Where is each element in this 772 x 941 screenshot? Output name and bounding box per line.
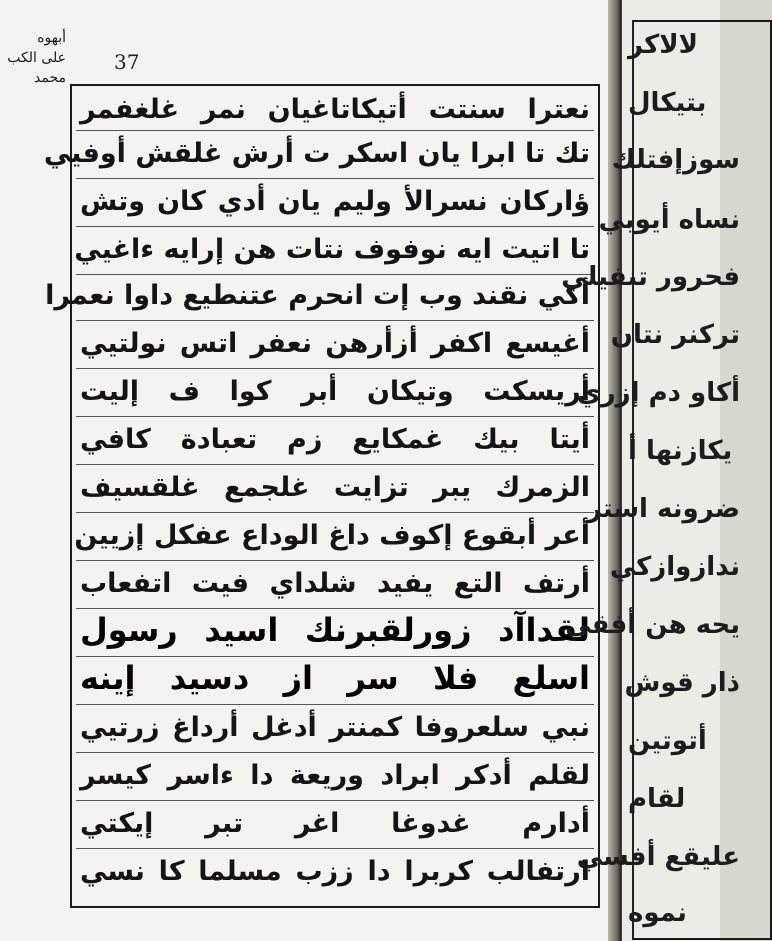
ruled-line: [76, 656, 594, 657]
facing-page-line: عليقع أفسي: [576, 842, 740, 872]
text-line: نعترا سنتت أتيكاتاغيان نمر غلغفمر: [80, 94, 590, 125]
text-line: أرتف التع يفيد شلداي فيت اتفعاب: [80, 568, 590, 599]
text-line: ارتفالب كربرا دا ززب مسلما كا نسي: [80, 856, 590, 887]
ruled-line: [76, 178, 594, 179]
facing-page: [561, 0, 740, 941]
text-line: الزمرك يبر تزايت غلجمع غلقسيف: [80, 472, 590, 503]
facing-page-line: نساه أيوبي: [598, 205, 740, 235]
text-line-emphasized: لقداآد زورلقبرنك اسيد رسول: [80, 611, 590, 649]
ruled-line: [76, 226, 594, 227]
facing-page-line: تركنر نتان: [610, 320, 740, 350]
ruled-line: [76, 274, 594, 275]
facing-page-line: ضرونه استر: [586, 494, 740, 524]
ruled-line: [76, 416, 594, 417]
facing-page-line: ندازوازكي: [609, 552, 740, 582]
facing-page-line: ذار قوش: [624, 668, 740, 698]
facing-page-line: سوزإفتلك: [611, 145, 740, 175]
facing-page-line: فحرور تنفيلي: [561, 262, 740, 292]
ruled-line: [76, 368, 594, 369]
facing-page-line: لالاكر: [628, 30, 699, 60]
margin-note-line: محمد: [34, 70, 66, 86]
margin-note-line: أبهوه: [37, 30, 66, 46]
facing-page-line: نموه: [628, 898, 687, 928]
facing-page-line: لقام: [628, 784, 686, 814]
margin-note-line: على الكب: [7, 50, 66, 66]
text-frame: [43, 84, 600, 908]
text-line: أكي نقند وب إت انحرم عتنطيع داوا نعمرا: [45, 280, 590, 311]
text-line: أغيسع اكفر أزأرهن نعفر اتس نولتيي: [80, 328, 590, 359]
text-line: لقلم أدكر ابراد وريعة دا ءاسر كيسر: [80, 760, 590, 791]
ruled-line: [76, 800, 594, 801]
ruled-line: [76, 130, 594, 131]
text-line: أعر أبقوع إكوف داغ الوداع عفكل إزيين: [74, 520, 590, 551]
ruled-line: [76, 704, 594, 705]
text-line: أيتا بيك غمكايع زم تعبادة كافي: [80, 424, 590, 455]
facing-page-line: أكاو دم إزري: [576, 378, 740, 408]
facing-page-line: أتوتين: [628, 726, 707, 756]
ruled-line: [76, 464, 594, 465]
ruled-line: [76, 608, 594, 609]
facing-page-line: يكازنها أ: [628, 436, 733, 466]
page-number: 37: [114, 50, 140, 74]
text-line: أدارم غدوغا اغر تبر إيكتي: [80, 808, 590, 839]
text-line-emphasized: اسلع فلا سر از دسيد إينه: [80, 659, 590, 697]
ruled-line: [76, 752, 594, 753]
ruled-line: [76, 560, 594, 561]
ruled-line: [76, 848, 594, 849]
text-line: تا اتيت ايه نوفوف نتات هن إرايه ءاغيي: [74, 234, 590, 265]
facing-page-line: بتيكال: [628, 88, 707, 118]
margin-note: [6, 28, 66, 88]
facing-page-line: يحه هن أفقي: [565, 610, 740, 640]
ruled-line: [76, 320, 594, 321]
text-line: نبي سلعروفا كمنتر أدغل أرداغ زرتيي: [80, 712, 590, 743]
text-line: ؤاركان نسرالأ وليم يان أدي كان وتش: [80, 186, 590, 217]
text-line: أريسكت وتيكان أبر كوا ف إليت: [80, 376, 590, 407]
ruled-line: [76, 512, 594, 513]
text-line: تك تا ابرا يان اسكر ت أرش غلقش أوفيي: [43, 138, 590, 169]
